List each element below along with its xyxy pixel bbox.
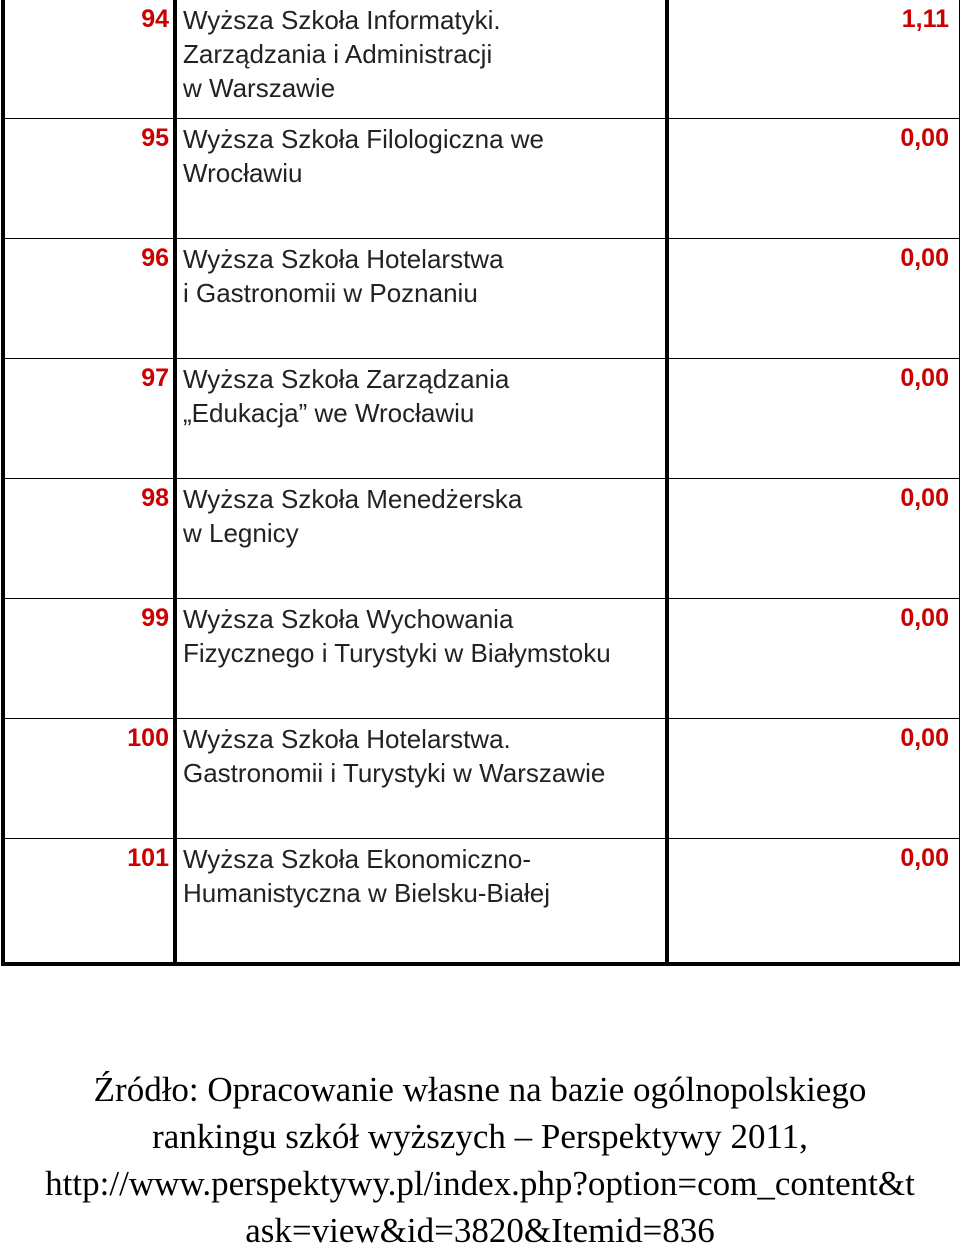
school-name-line: Zarządzania i Administracji bbox=[183, 39, 493, 69]
source-url-line: http://www.perspektywy.pl/index.php?option=com_content&t bbox=[45, 1164, 915, 1203]
ranking-table-body bbox=[3, 0, 960, 964]
school-name-line: „Edukacja” we Wrocławiu bbox=[183, 398, 475, 428]
school-name-line: Humanistyczna w Bielsku-Białej bbox=[183, 878, 551, 908]
rank-number: 101 bbox=[3, 839, 175, 965]
score-value: 0,00 bbox=[667, 839, 960, 965]
school-name bbox=[175, 479, 667, 599]
table-row bbox=[3, 0, 960, 119]
school-name bbox=[175, 719, 667, 839]
score-value: 1,11 bbox=[667, 0, 960, 119]
table-row bbox=[3, 479, 960, 599]
school-name-line: Fizycznego i Turystyki w Białymstoku bbox=[183, 638, 611, 668]
school-name-line: Wyższa Szkoła Hotelarstwa bbox=[183, 244, 504, 274]
ranking-table bbox=[1, 0, 960, 966]
school-name-line: Wyższa Szkoła Hotelarstwa. bbox=[183, 724, 511, 754]
school-name bbox=[175, 839, 667, 965]
rank-number: 100 bbox=[3, 719, 175, 839]
rank-number: 96 bbox=[3, 239, 175, 359]
school-name bbox=[175, 359, 667, 479]
score-value: 0,00 bbox=[667, 479, 960, 599]
rank-number: 94 bbox=[3, 0, 175, 119]
rank-number: 99 bbox=[3, 599, 175, 719]
rank-number: 98 bbox=[3, 479, 175, 599]
school-name-line: Wyższa Szkoła Informatyki. bbox=[183, 5, 501, 35]
source-line: rankingu szkół wyższych – Perspektywy 2011, bbox=[152, 1117, 808, 1156]
school-name bbox=[175, 119, 667, 239]
score-value: 0,00 bbox=[667, 239, 960, 359]
school-name-line: i Gastronomii w Poznaniu bbox=[183, 278, 478, 308]
source-line: Źródło: Opracowanie własne na bazie ogólnopolskiego bbox=[93, 1070, 867, 1109]
school-name-line: w Legnicy bbox=[183, 518, 299, 548]
table-row bbox=[3, 239, 960, 359]
source-note bbox=[0, 1066, 960, 1254]
score-value: 0,00 bbox=[667, 719, 960, 839]
table-row bbox=[3, 359, 960, 479]
school-name bbox=[175, 599, 667, 719]
score-value: 0,00 bbox=[667, 359, 960, 479]
table-row bbox=[3, 119, 960, 239]
table-row bbox=[3, 839, 960, 965]
source-url-line: ask=view&id=3820&Itemid=836 bbox=[245, 1211, 715, 1250]
school-name-line: Wyższa Szkoła Zarządzania bbox=[183, 364, 510, 394]
school-name-line: Gastronomii i Turystyki w Warszawie bbox=[183, 758, 606, 788]
score-value: 0,00 bbox=[667, 599, 960, 719]
table-row bbox=[3, 599, 960, 719]
school-name-line: Wrocławiu bbox=[183, 158, 303, 188]
rank-number: 95 bbox=[3, 119, 175, 239]
school-name bbox=[175, 0, 667, 119]
table-row bbox=[3, 719, 960, 839]
school-name-line: Wyższa Szkoła Ekonomiczno- bbox=[183, 844, 531, 874]
score-value: 0,00 bbox=[667, 119, 960, 239]
rank-number: 97 bbox=[3, 359, 175, 479]
school-name bbox=[175, 239, 667, 359]
school-name-line: w Warszawie bbox=[183, 73, 336, 103]
school-name-line: Wyższa Szkoła Wychowania bbox=[183, 604, 514, 634]
school-name-line: Wyższa Szkoła Menedżerska bbox=[183, 484, 523, 514]
school-name-line: Wyższa Szkoła Filologiczna we bbox=[183, 124, 545, 154]
